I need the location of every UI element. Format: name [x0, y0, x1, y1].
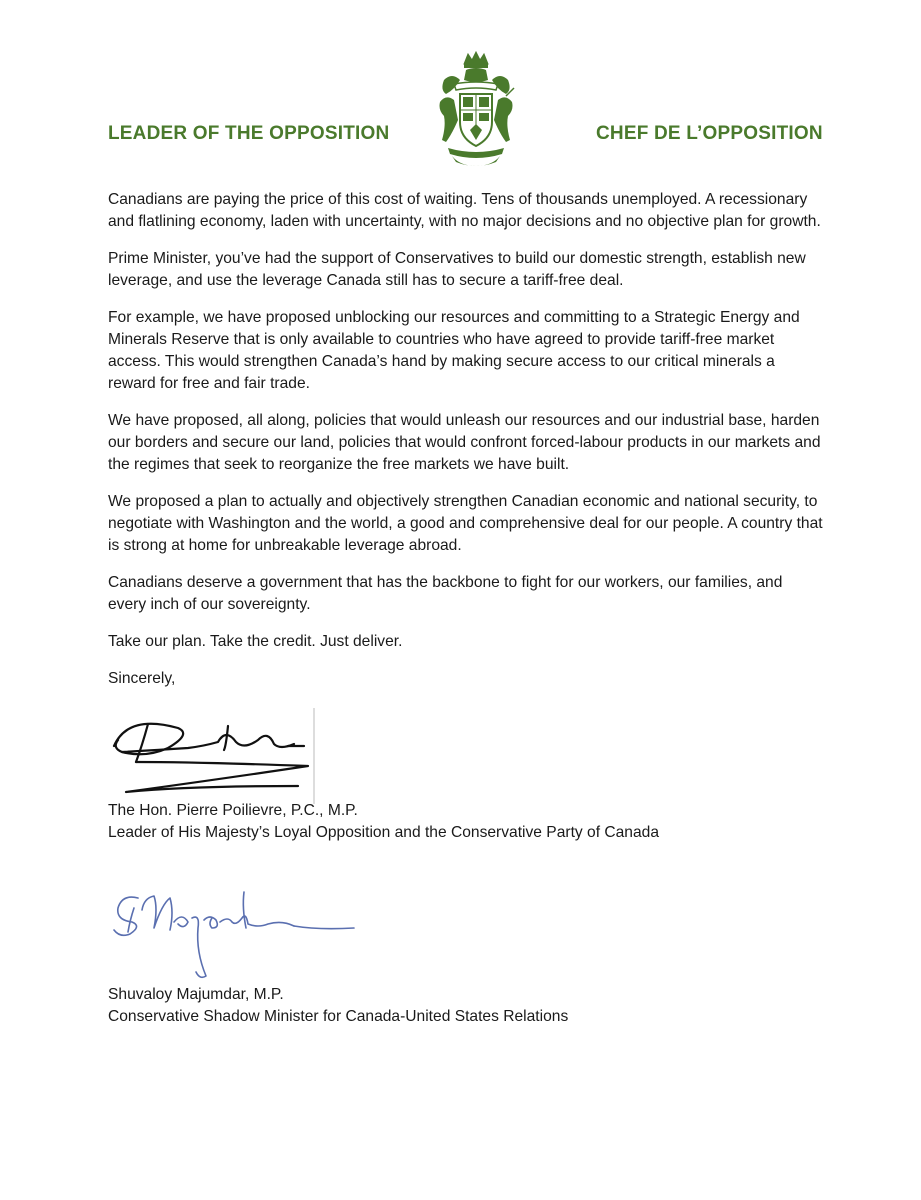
signatory-title: Leader of His Majesty’s Loyal Opposition and the Conservative Party of Canada [108, 824, 659, 841]
letterhead [0, 0, 921, 170]
signatory-block [108, 800, 828, 844]
body-paragraph: Prime Minister, you’ve had the support of Conservatives to build our domestic strength, establish new leverage, and use the leverage Canada still has to secure a tariff-free deal. [108, 250, 806, 289]
body-paragraph: Canadians deserve a government that has the backbone to fight for our workers, our families, and every inch of our sovereignty. [108, 574, 783, 613]
letterhead-title-french: CHEF DE L’OPPOSITION [596, 123, 823, 144]
coat-of-arms-icon [436, 50, 516, 168]
body-paragraph: Canadians are paying the price of this cost of waiting. Tens of thousands unemployed. A recessionary and flatlining economy, laden with uncertainty, with no major decisions and no objective plan for growth. [108, 191, 821, 230]
signatory-name: Shuvaloy Majumdar, M.P. [108, 986, 284, 1003]
letterhead-title-english: LEADER OF THE OPPOSITION [108, 123, 390, 144]
signature-icon [108, 868, 358, 983]
signatory-name: The Hon. Pierre Poilievre, P.C., M.P. [108, 802, 358, 819]
body-paragraph: For example, we have proposed unblocking our resources and committing to a Strategic Energy and Minerals Reserve that is only available to countries who have agreed to provide tariff-free market access. This would strengthen Canada’s hand by making secure access to our critical minerals a reward for free and fair trade. [108, 309, 800, 392]
body-paragraph: We proposed a plan to actually and objectively strengthen Canadian economic and national security, to negotiate with Washington and the world, a good and comprehensive deal for our people. A country that is strong at home for unbreakable leverage abroad. [108, 493, 823, 554]
body-paragraph: Take our plan. Take the credit. Just deliver. [108, 633, 403, 650]
body-paragraph: We have proposed, all along, policies that would unleash our resources and our industrial base, harden our borders and secure our land, policies that would confront forced-labour products in our markets and the regimes that seek to reorganize the free markets we have built. [108, 412, 821, 473]
signature-icon [108, 706, 323, 806]
signatory-title: Conservative Shadow Minister for Canada-United States Relations [108, 1008, 569, 1025]
letter-body [108, 189, 823, 705]
signatory-block [108, 984, 828, 1028]
closing-salutation: Sincerely, [108, 670, 176, 687]
